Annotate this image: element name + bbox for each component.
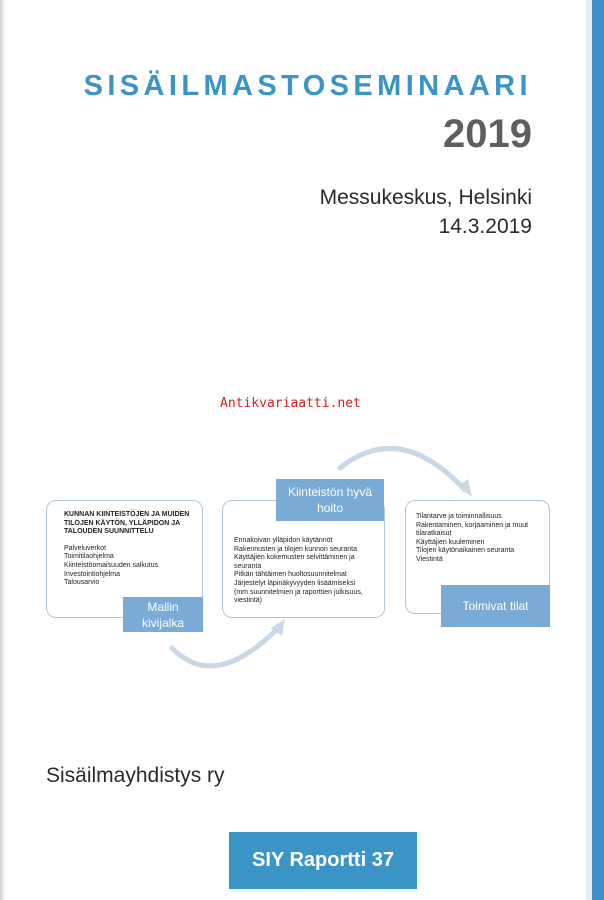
seminar-year: 2019 bbox=[443, 112, 532, 156]
tag-foundation: Mallin kivijalka bbox=[123, 597, 203, 632]
tag-good-maintenance: Kiinteistön hyvä hoito bbox=[276, 479, 384, 521]
box-planning-heading-2: TILOJEN KÄYTÖN, YLLÄPIDON JA bbox=[64, 519, 181, 527]
box-planning-text bbox=[64, 511, 189, 588]
box-maintenance-item: (mm suunnitelmien ja raporttien julkisuus, bbox=[234, 588, 363, 596]
box-facilities-text bbox=[416, 513, 528, 565]
box-maintenance-item: Käyttäjien kokemusten selvittäminen ja bbox=[234, 554, 355, 562]
box-facilities-item: Tilantarve ja toiminnallisuus bbox=[416, 513, 502, 520]
venue-date: 14.3.2019 bbox=[438, 215, 532, 238]
seminar-title: SISÄILMASTOSEMINAARI bbox=[83, 70, 532, 102]
watermark: Antikvariaatti.net bbox=[220, 396, 361, 411]
tag-functional-spaces: Toimivat tilat bbox=[441, 585, 550, 627]
box-facilities-item: Viestintä bbox=[416, 555, 443, 563]
box-planning-heading-1: KUNNAN KIINTEISTÖJEN JA MUIDEN bbox=[64, 511, 190, 518]
venue-location: Messukeskus, Helsinki bbox=[319, 186, 532, 209]
arrow-bottom-curve bbox=[172, 628, 278, 666]
box-facilities-item: tilaratkaisut bbox=[416, 530, 452, 538]
box-planning-item: Talousarvio bbox=[64, 579, 100, 587]
report-number-badge: SIY Raportti 37 bbox=[229, 832, 417, 889]
box-maintenance-item: Ennakoivan ylläpidon käytännöt bbox=[234, 537, 333, 544]
box-maintenance-text bbox=[234, 537, 363, 606]
box-planning-item: Kiinteistöomaisuuden salkutus bbox=[64, 561, 159, 569]
box-facilities-item: Tilojen käytönaikainen seuranta bbox=[416, 547, 515, 555]
box-maintenance-item: Järjestelyt läpinäkyvyyden lisäämiseksi bbox=[234, 579, 355, 587]
box-planning-item: Investointiohjelma bbox=[64, 570, 121, 578]
box-maintenance-item: viestintä) bbox=[234, 597, 263, 605]
box-maintenance-item: Rakennusten ja tilojen kunnon seuranta bbox=[234, 545, 357, 553]
box-facilities-item: Käyttäjien kuuleminen bbox=[416, 538, 485, 546]
publisher-name: Sisäilmayhdistys ry bbox=[46, 764, 225, 787]
box-planning-heading-3: TALOUDEN SUUNNITTELU bbox=[64, 528, 154, 536]
box-planning-item: Palveluverkot bbox=[64, 544, 107, 552]
box-planning-item: Toimitilaohjelma bbox=[64, 553, 114, 561]
box-maintenance-item: seuranta bbox=[234, 562, 262, 570]
box-facilities-item: Rakentaminen, korjaaminen ja muut bbox=[416, 521, 529, 529]
box-maintenance-item: Pitkän tähtäimen huoltosuunnitelmat bbox=[234, 571, 347, 579]
